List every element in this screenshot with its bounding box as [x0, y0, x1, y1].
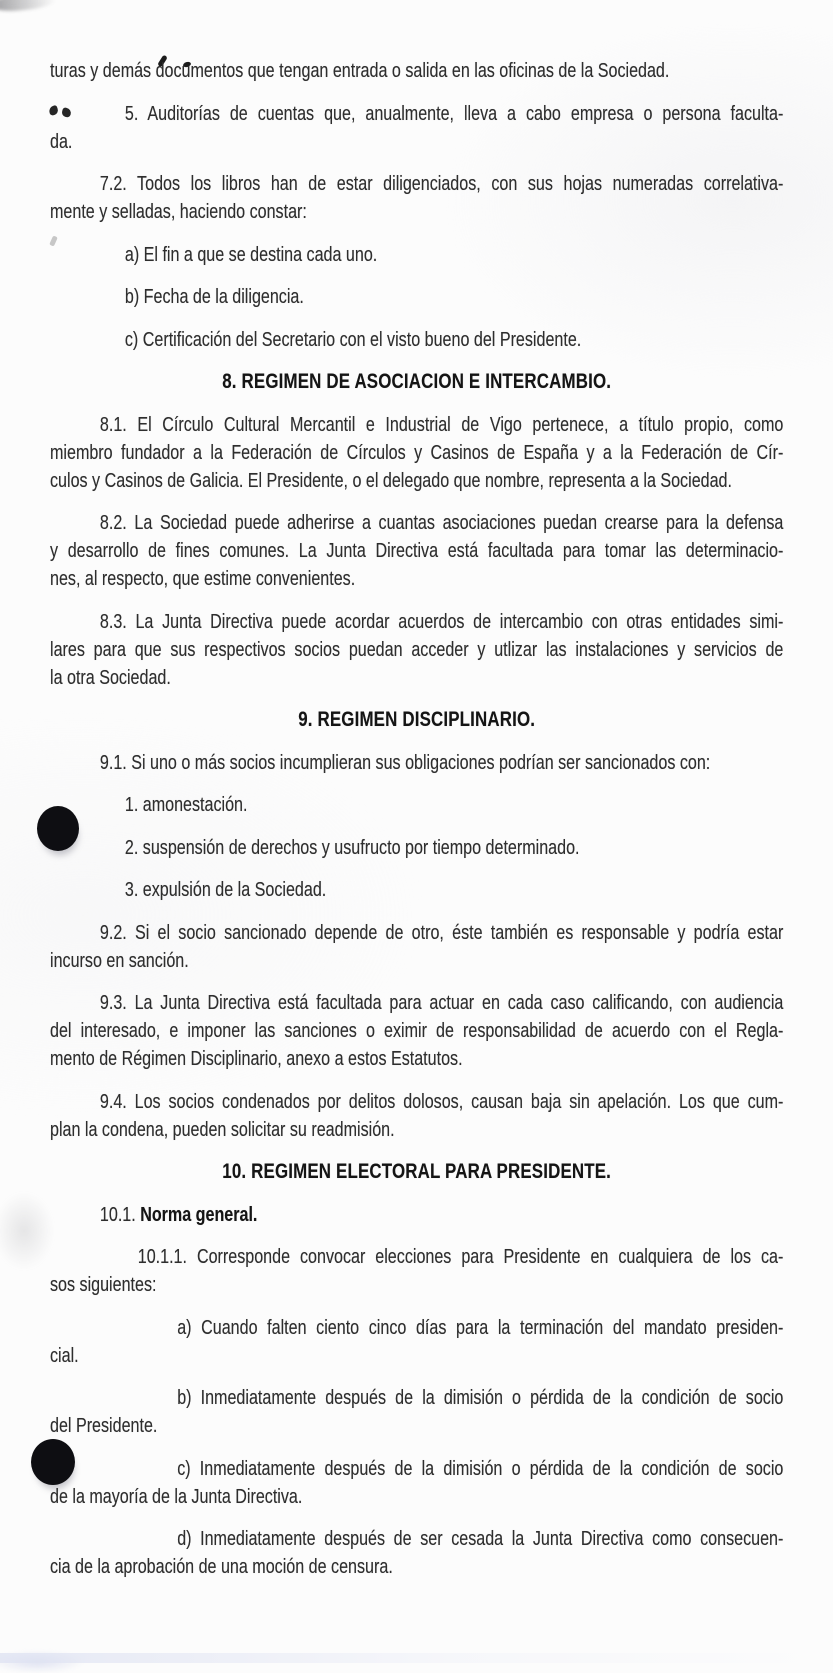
- text-line: 1. amonestación.: [124, 794, 248, 816]
- paragraph: [50, 509, 783, 593]
- text-line: 8.2. La Sociedad puede adherirse a cuantas asociaciones puedan crearse para la defensa: [99, 512, 784, 534]
- text-line: 8.3. La Junta Directiva puede acordar acuerdos de intercambio con otras entidades simi-: [99, 610, 784, 633]
- paragraph: [50, 1314, 783, 1370]
- text-line: cia de la aprobación de una moción de censura.: [50, 1556, 393, 1578]
- text-line: 9.3. La Junta Directiva está facultada para actuar en cada caso calificando, con audiencia: [99, 992, 784, 1014]
- blue-strip-bottom-edge: [0, 1653, 833, 1663]
- text-line: a) El fin a que se destina cada uno.: [124, 243, 378, 266]
- text-line: d) Inmediatamente después de ser cesada la Junta Directiva como consecuen-: [177, 1528, 784, 1550]
- scanner-shadow-top-left: [0, 0, 57, 13]
- text-line: c) Certificación del Secretario con el visto bueno del Presidente.: [124, 328, 582, 351]
- text-line: 7.2. Todos los libros han de estar diligenciados, con sus hojas numeradas correlativa-: [99, 173, 784, 195]
- paragraph: [50, 241, 783, 269]
- paragraph: [50, 919, 783, 975]
- section-heading: 8. REGIMEN DE ASOCIACION E INTERCAMBIO.: [222, 370, 612, 393]
- text-line: y desarrollo de fines comunes. La Junta Directiva está facultada para tomar las determinacio-: [50, 540, 784, 562]
- text-line: turas y demás documentos que tengan entrada o salida en las oficinas de la Sociedad.: [50, 60, 670, 82]
- text-line: incurso en sanción.: [50, 949, 189, 972]
- paragraph: [50, 57, 783, 85]
- paragraph: [50, 283, 783, 311]
- paragraph: [50, 749, 783, 777]
- text-line: 8.1. El Círculo Cultural Mercantil e Industrial de Vigo pertenece, a título propio, como: [99, 413, 784, 436]
- paragraph: [50, 1384, 783, 1440]
- paragraph: [50, 411, 783, 495]
- text-line: c) Inmediatamente después de la dimisión o pérdida de la condición de socio: [177, 1457, 784, 1480]
- paragraph: [50, 1088, 783, 1144]
- paragraph: [50, 791, 783, 819]
- subsection-heading: [50, 1201, 783, 1229]
- subsection-title: Norma general.: [140, 1203, 258, 1226]
- text-line: 9.1. Si uno o más socios incumplieran sus obligaciones podrían ser sancionados con:: [99, 751, 711, 774]
- document-body: [50, 57, 783, 1581]
- text-line: mento de Régimen Disciplinario, anexo a estos Estatutos.: [50, 1048, 463, 1070]
- text-line: b) Fecha de la diligencia.: [124, 286, 304, 308]
- paragraph: [50, 1455, 783, 1511]
- text-line: nes, al respecto, que estime convenientes.: [50, 568, 356, 590]
- text-line: miembro fundador a la Federación de Círculos y Casinos de España y a la Federación de Cír-: [50, 441, 784, 464]
- paragraph: [50, 100, 783, 156]
- paragraph: [50, 326, 783, 354]
- text-line: plan la condena, pueden solicitar su readmisión.: [50, 1118, 395, 1141]
- paragraph: [50, 170, 783, 226]
- text-line: cial.: [50, 1344, 79, 1367]
- text-line: 2. suspensión de derechos y usufructo por tiempo determinado.: [124, 836, 580, 859]
- text-line: mente y selladas, haciendo constar:: [50, 201, 307, 223]
- text-line: la otra Sociedad.: [50, 666, 171, 689]
- text-line: culos y Casinos de Galicia. El Presidente, o el delegado que nombre, representa a la Sociedad.: [50, 469, 732, 492]
- text-line: 9.2. Si el socio sancionado depende de otro, éste también es responsable y podría estar: [99, 921, 784, 944]
- text-line: lares para que sus respectivos socios puedan acceder y utlizar las instalaciones y servicios de: [50, 638, 784, 661]
- text-line: 10.1.1. Corresponde convocar elecciones para Presidente en cualquiera de los ca-: [137, 1246, 784, 1268]
- paragraph: [50, 608, 783, 692]
- text-line: del interesado, e imponer las sanciones o eximir de responsabilidad de acuerdo con el Regla-: [50, 1020, 784, 1042]
- text-line: a) Cuando falten ciento cinco días para la terminación del mandato presiden-: [177, 1316, 784, 1339]
- text-line: b) Inmediatamente después de la dimisión o pérdida de la condición de socio: [177, 1387, 784, 1409]
- section-heading: 9. REGIMEN DISCIPLINARIO.: [298, 708, 536, 731]
- paragraph: [50, 834, 783, 862]
- text-line: 3. expulsión de la Sociedad.: [124, 879, 327, 901]
- text-line: sos siguientes:: [50, 1274, 157, 1296]
- paragraph: [50, 1243, 783, 1299]
- subsection-number: 10.1.: [99, 1203, 141, 1226]
- text-line: de la mayoría de la Junta Directiva.: [50, 1485, 303, 1508]
- text-line: da.: [50, 130, 73, 153]
- text-line: del Presidente.: [50, 1415, 158, 1437]
- text-line: 9.4. Los socios condenados por delitos dolosos, causan baja sin apelación. Los que cum-: [99, 1090, 784, 1113]
- paragraph: [50, 989, 783, 1073]
- paragraph: [50, 1525, 783, 1581]
- paragraph: [50, 876, 783, 904]
- text-line: 5. Auditorías de cuentas que, anualmente, lleva a cabo empresa o persona faculta-: [124, 102, 784, 125]
- faint-smudge-left: [0, 1192, 54, 1270]
- section-heading: 10. REGIMEN ELECTORAL PARA PRESIDENTE.: [222, 1160, 612, 1183]
